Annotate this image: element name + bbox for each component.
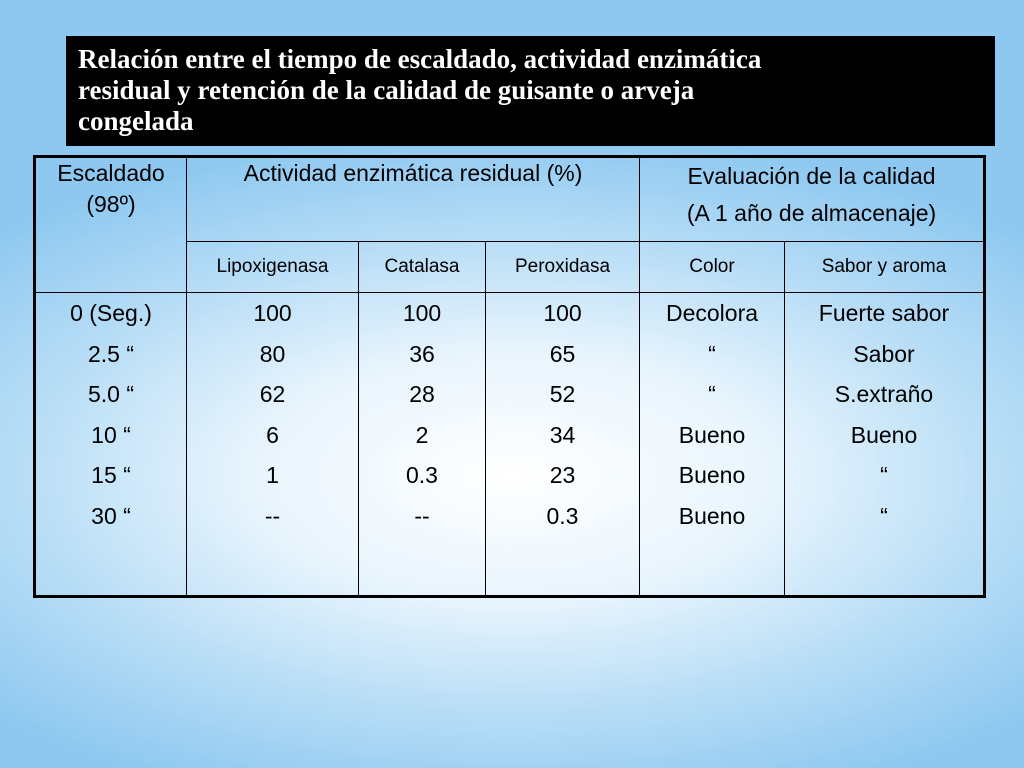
cell-sabor: Fuerte sabor <box>818 300 950 326</box>
cell-color: Bueno <box>678 421 746 448</box>
cell-catalasa: 28 <box>409 381 435 407</box>
cell-lipoxigenasa: 100 <box>253 300 292 326</box>
subheader-sabor: Sabor y aroma <box>785 242 985 293</box>
cell-catalasa: 36 <box>409 340 435 367</box>
cell-color: “ <box>708 340 716 367</box>
cell-escaldado: 5.0 “ <box>87 381 135 407</box>
subheader-color: Color <box>640 242 785 293</box>
cell-sabor: Bueno <box>850 421 918 448</box>
cell-peroxidasa: 52 <box>549 381 576 407</box>
cell-lipoxigenasa: 80 <box>259 340 286 367</box>
subheader-lipoxigenasa: Lipoxigenasa <box>187 242 359 293</box>
enzyme-quality-table <box>33 155 986 598</box>
cell-sabor: “ <box>880 462 888 488</box>
cell-lipoxigenasa: 62 <box>259 381 286 407</box>
header-evaluacion-line-1: Evaluación de la calidad <box>687 163 936 189</box>
column-color <box>640 293 785 597</box>
cell-catalasa: 2 <box>415 421 429 448</box>
header-evaluacion <box>640 157 985 242</box>
subheader-catalasa: Catalasa <box>359 242 486 293</box>
column-catalasa <box>359 293 486 597</box>
cell-color: Decolora <box>665 300 759 326</box>
column-sabor <box>785 293 985 597</box>
cell-peroxidasa: 34 <box>549 421 576 448</box>
cell-peroxidasa: 0.3 <box>546 502 579 529</box>
title-banner <box>66 36 995 146</box>
column-escaldado <box>35 293 187 597</box>
slide-title <box>78 44 983 137</box>
cell-sabor: “ <box>880 502 888 529</box>
cell-peroxidasa: 100 <box>543 300 582 326</box>
cell-lipoxigenasa: 6 <box>266 421 279 448</box>
cell-escaldado: 10 “ <box>91 421 131 448</box>
cell-catalasa: -- <box>414 502 430 529</box>
column-peroxidasa <box>486 293 640 597</box>
cell-escaldado: 30 “ <box>91 502 131 529</box>
subheader-peroxidasa: Peroxidasa <box>486 242 640 293</box>
header-escaldado <box>35 157 187 293</box>
column-lipoxigenasa <box>187 293 359 597</box>
cell-peroxidasa: 65 <box>549 340 576 367</box>
cell-sabor: Sabor <box>853 340 915 367</box>
cell-catalasa: 100 <box>402 300 442 326</box>
header-actividad: Actividad enzimática residual (%) <box>187 157 640 242</box>
cell-escaldado: 2.5 “ <box>87 340 135 367</box>
cell-sabor: S.extraño <box>834 381 934 407</box>
cell-catalasa: 0.3 <box>406 462 438 488</box>
header-escaldado-line-2: (98º) <box>86 191 136 217</box>
cell-peroxidasa: 23 <box>549 462 576 488</box>
cell-lipoxigenasa: -- <box>264 502 281 529</box>
cell-escaldado: 0 (Seg.) <box>70 300 152 326</box>
cell-color: Bueno <box>678 502 746 529</box>
cell-color: Bueno <box>678 462 746 488</box>
title-line-3: congelada <box>78 106 194 136</box>
cell-lipoxigenasa: 1 <box>266 462 279 488</box>
header-escaldado-line-1: Escaldado <box>57 160 165 186</box>
title-line-1: Relación entre el tiempo de escaldado, actividad enzimática <box>78 44 762 74</box>
header-evaluacion-line-2: (A 1 año de almacenaje) <box>686 200 937 226</box>
cell-color: “ <box>708 381 716 407</box>
title-line-2: residual y retención de la calidad de guisante o arveja <box>78 75 695 105</box>
cell-escaldado: 15 “ <box>91 462 131 488</box>
